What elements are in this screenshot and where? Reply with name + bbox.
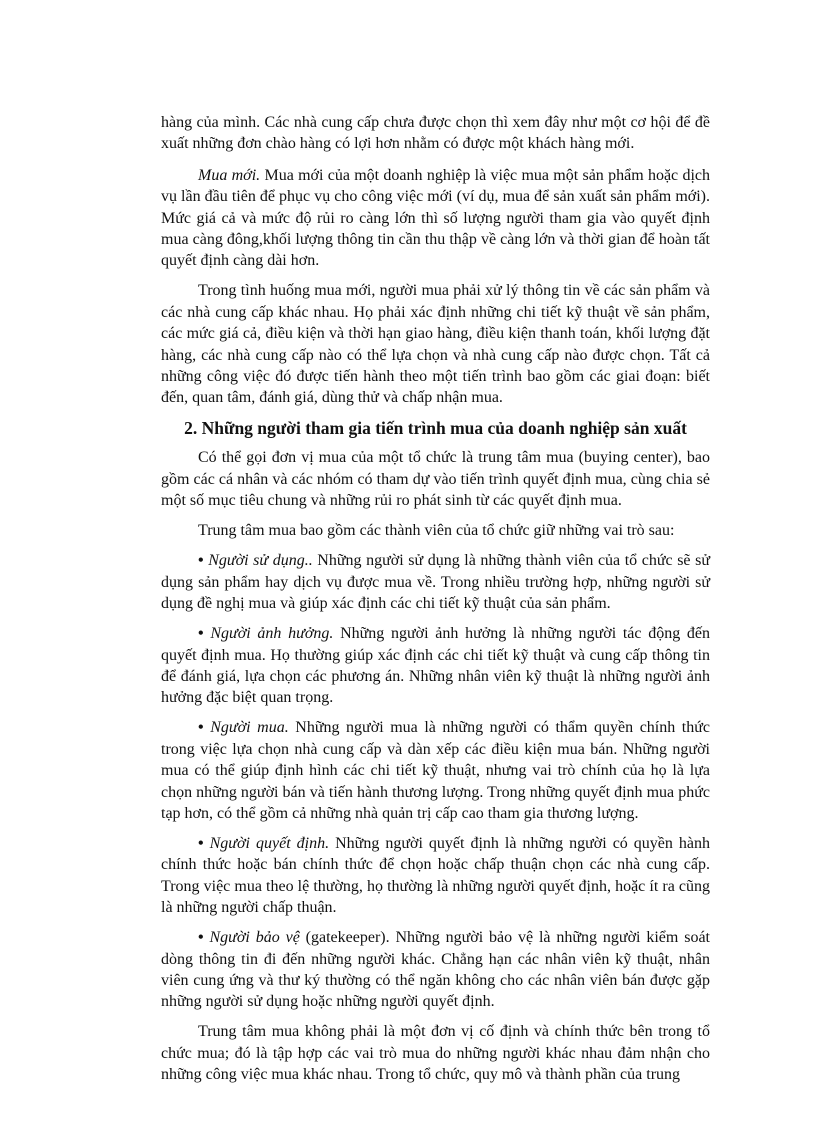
role-item-influencer [161, 623, 710, 709]
role-item-buyer [161, 717, 710, 824]
role-term: Người sử dụng.. [208, 552, 313, 570]
role-term: Người mua. [210, 719, 289, 737]
role-text: Những người sử dụng là những thành viên của tổ chức sẽ sử dụng sản phẩm hay dịch vụ được mua về. Trong nhiều trường hợp, những người sử dụng đề nghị mua và giúp xác định các chi tiết kỹ thuật của sản phẩm. [161, 552, 711, 613]
paragraph-closing: Trung tâm mua không phải là một đơn vị cố định và chính thức bên trong tổ chức mua; đó là tập hợp các vai trò mua do những người khác nhau đảm nhận cho những công việc mua khác nhau. Trong tổ chức, quy mô và thành phần của trung [161, 1023, 710, 1084]
paragraph-continuation: hàng của mình. Các nhà cung cấp chưa được chọn thì xem đây như một cơ hội để đề xuất những đơn chào hàng có lợi hơn nhằm có được một khách hàng mới. [161, 114, 710, 153]
bullet-icon: • [198, 552, 204, 570]
role-term: Người ảnh hưởng. [210, 625, 334, 643]
bullet-icon: • [198, 834, 204, 852]
paragraph-new-purchase-situation: Trong tình huống mua mới, người mua phải xử lý thông tin về các sản phẩm và các nhà cung cấp khác nhau. Họ phải xác định những chi tiết kỹ thuật về sản phẩm, các mức giá cả, điều kiện và thời hạn giao hàng, điều kiện thanh toán, khối lượng đặt hàng, các nhà cung cấp nào có thể lựa chọn và nhà cung cấp nào được chọn. Tất cả những công việc đó được tiến hành theo một tiến trình bao gồm các giai đoạn: biết đến, quan tâm, đánh giá, dùng thử và chấp nhận mua. [161, 282, 710, 407]
role-text: (gatekeeper). Những người bảo vệ là những người kiểm soát dòng thông tin đi đến những người khác. Chẳng hạn các nhân viên kỹ thuật, nhân viên cung ứng và thư ký thường có thể ngăn không cho các nhân viên bán được gặp những người sử dụng hoặc những người quyết định. [161, 929, 710, 1011]
bullet-icon: • [198, 719, 204, 737]
role-item-decider [161, 833, 710, 919]
role-text: Những người quyết định là những người có quyền hành chính thức hoặc bán chính thức để chọn hoặc chấp thuận chọn các nhà cung cấp. Trong việc mua theo lệ thường, họ thường là những người quyết định, hoặc ít ra cũng là những người chấp thuận. [161, 834, 710, 917]
text-new-purchase: Mua mới của một doanh nghiệp là việc mua một sản phẩm hoặc dịch vụ lần đầu tiên để phục vụ cho công việc mới (ví dụ, mua để sản xuất sản phẩm mới). Mức giá cả và mức độ rủi ro càng lớn thì số lượng người tham gia vào quyết định mua càng đông,khối lượng thông tin cần thu thập về càng lớn và thời gian để hoàn tất quyết định càng dài hơn. [161, 166, 710, 270]
role-text: Những người ảnh hưởng là những người tác động đến quyết định mua. Họ thường giúp xác định các chi tiết kỹ thuật và cung cấp thông tin để đánh giá, lựa chọn các phương án. Những nhân viên kỹ thuật là những người ảnh hưởng đặc biệt quan trọng. [161, 625, 710, 707]
bullet-icon: • [198, 929, 204, 947]
section-heading: 2. Những người tham gia tiến trình mua của doanh nghiệp sản xuất [184, 418, 687, 439]
term-new-purchase: Mua mới. [198, 166, 261, 184]
role-term: Người quyết định. [209, 834, 330, 852]
paragraph-members-intro: Trung tâm mua bao gồm các thành viên của tổ chức giữ những vai trò sau: [198, 522, 675, 540]
bullet-icon: • [198, 625, 204, 643]
role-term: Người bảo vệ [209, 929, 300, 947]
role-item-user [161, 550, 710, 614]
paragraph-buying-center-intro: Có thể gọi đơn vị mua của một tổ chức là trung tâm mua (buying center), bao gồm các cá nhân và các nhóm có tham dự vào tiến trình quyết định mua, cùng chia sẻ một số mục tiêu chung và những rủi ro phát sinh từ các quyết định mua. [161, 449, 710, 510]
role-item-gatekeeper [161, 927, 710, 1013]
role-text: Những người mua là những người có thẩm quyền chính thức trong việc lựa chọn nhà cung cấp và dàn xếp các điều kiện mua bán. Những người mua có thể giúp định hình các chi tiết kỹ thuật, nhưng vai trò chính của họ là lựa chọn những người bán và tiến hành thương lượng. Trong những quyết định mua phức tạp hơn, có thể gồm cả những nhà quản trị cấp cao tham gia thương lượng. [161, 719, 711, 822]
paragraph-new-purchase [161, 165, 710, 272]
